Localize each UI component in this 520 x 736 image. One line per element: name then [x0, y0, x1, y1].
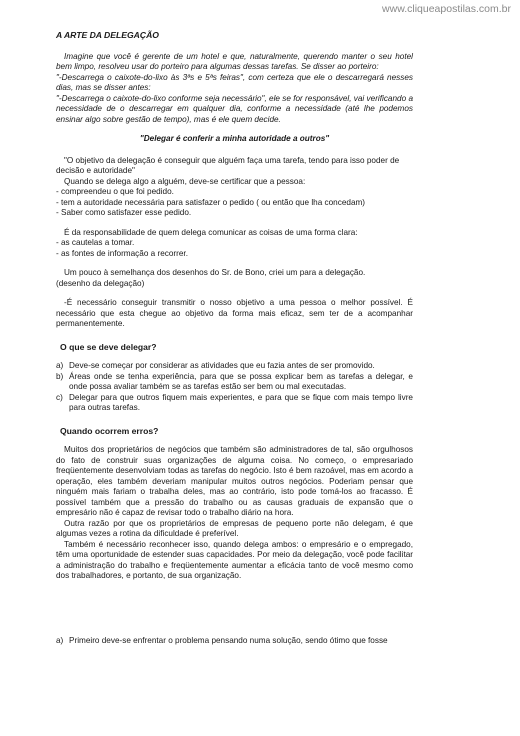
list-text: Áreas onde se tenha experiência, para que se possa explicar bem as tarefas a delegar, e onde possa avaliar também se as tarefas estão ser bem ou mal executadas. — [69, 371, 413, 391]
list-marker: c) — [56, 392, 63, 402]
section-heading-errors: Quando ocorrem erros? — [60, 425, 159, 436]
communicate-intro: É da responsabilidade de quem delega comunicar as coisas de uma forma clara: — [64, 227, 358, 237]
certify-item: - Saber como satisfazer esse pedido. — [56, 208, 192, 217]
list-item — [56, 372, 413, 393]
list-marker: a) — [56, 361, 64, 370]
list-item — [56, 361, 413, 372]
list-text: Deve-se começar por considerar as atividades que eu fazia antes de ser promovido. — [69, 361, 375, 370]
errors-paragraph: Também é necessário reconhecer isso, quando delega ambos: o empresário e o empregado, têm uma oportunidade de estender suas capacidades. Por meio da delegação, você pode facilitar a administração do trabalho e freqüentemente aumentar a eficácia tanto de você mesmo como dos trabalhadores, e portanto, de sua organização. — [56, 539, 413, 580]
errors-paragraph: Muitos dos proprietários de negócios que também são administradores de tal, são orgulhosos do fato de construir suas organizações de alguma coisa. No começo, o empresariado freqüentemente desenvolviam todas as tarefas do negócio. Isto é bem razoável, mas em acordo a operação, eles também deveriam manipular muitos outros negócios. Poderiam pensar que ninguém mais fariam o trabalha deles, mas ao contrário, isto pode tomá-los ao fracasso. É possível também que a pressão do trabalho ou as causas graduais de expansão que o empresário não é capaz de revisar todo o trabalho diário na hora. — [56, 445, 413, 517]
section-heading-delegate: O que se deve delegar? — [60, 341, 157, 352]
intro-paragraph: "-Descarrega o caixote-do-lixo conforme seja necessário", ele se for responsável, vai verificando a necessidade de o descarregar em qualquer dia, conforme a necessidade (até lhe podemos ensinar algo sobre gestão de tempo), mas é ele quem decide. — [56, 93, 413, 124]
list-text: Primeiro deve-se enfrentar o problema pensando numa solução, sendo ótimo que fosse — [69, 635, 388, 645]
list-marker: b) — [56, 371, 64, 381]
drawing-label: (desenho da delegação) — [56, 278, 145, 288]
document-title: A ARTE DA DELEGAÇÃO — [56, 30, 159, 40]
transmit-paragraph: -É necessário conseguir transmitir o nosso objetivo a uma pessoa o melhor possível. É necessário que esta chegue ao objetivo da forma mais eficaz, sem ter de a acompanhar permanentemente. — [56, 298, 413, 328]
certify-intro: Quando se delega algo a alguém, deve-se certificar que a pessoa: — [64, 176, 306, 186]
communicate-item: - as cautelas a tomar. — [56, 238, 135, 247]
delegate-list — [56, 361, 413, 414]
certify-item: - tem a autoridade necessária para satisfazer o pedido ( ou então que lha concedam) — [56, 197, 366, 207]
errors-paragraph: Outra razão por que os proprietários de empresas de pequeno porte não delegam, é que algumas vezes a rotina da dificuldade é preferível. — [56, 518, 413, 538]
list-item — [56, 636, 413, 647]
intro-paragraph: "-Descarrega o caixote-do-lixo às 3ªs e 5ªs feiras", com certeza que ele o descarregará nesses dias, mas se disser antes: — [56, 72, 413, 92]
certify-item: - compreendeu o que foi pedido. — [56, 187, 174, 196]
intro-paragraph: Imagine que você é gerente de um hotel e que, naturalmente, querendo manter o seu hotel bem limpo, resolveu usar do porteiro para algumas dessas tarefas. Se disser ao porteiro: — [56, 51, 413, 71]
drawing-paragraph: Um pouco à semelhança dos desenhos do Sr. de Bono, criei um para a delegação. — [64, 268, 366, 277]
list-marker: a) — [56, 635, 64, 645]
quote-heading: "Delegar é conferir a minha autoridade a outros" — [139, 134, 330, 143]
list-item — [56, 393, 413, 414]
site-watermark: www.cliqueapostilas.com.br — [382, 3, 511, 15]
communicate-item: - as fontes de informação a recorrer. — [56, 248, 188, 258]
document-page — [56, 30, 413, 646]
list-text: Delegar para que outros fiquem mais experientes, e para que se fique com mais tempo livre para outras tarefas. — [69, 392, 413, 412]
objective-paragraph: "O objetivo da delegação é conseguir que alguém faça uma tarefa, tendo para isso poder de decisão e autoridade" — [56, 155, 400, 175]
